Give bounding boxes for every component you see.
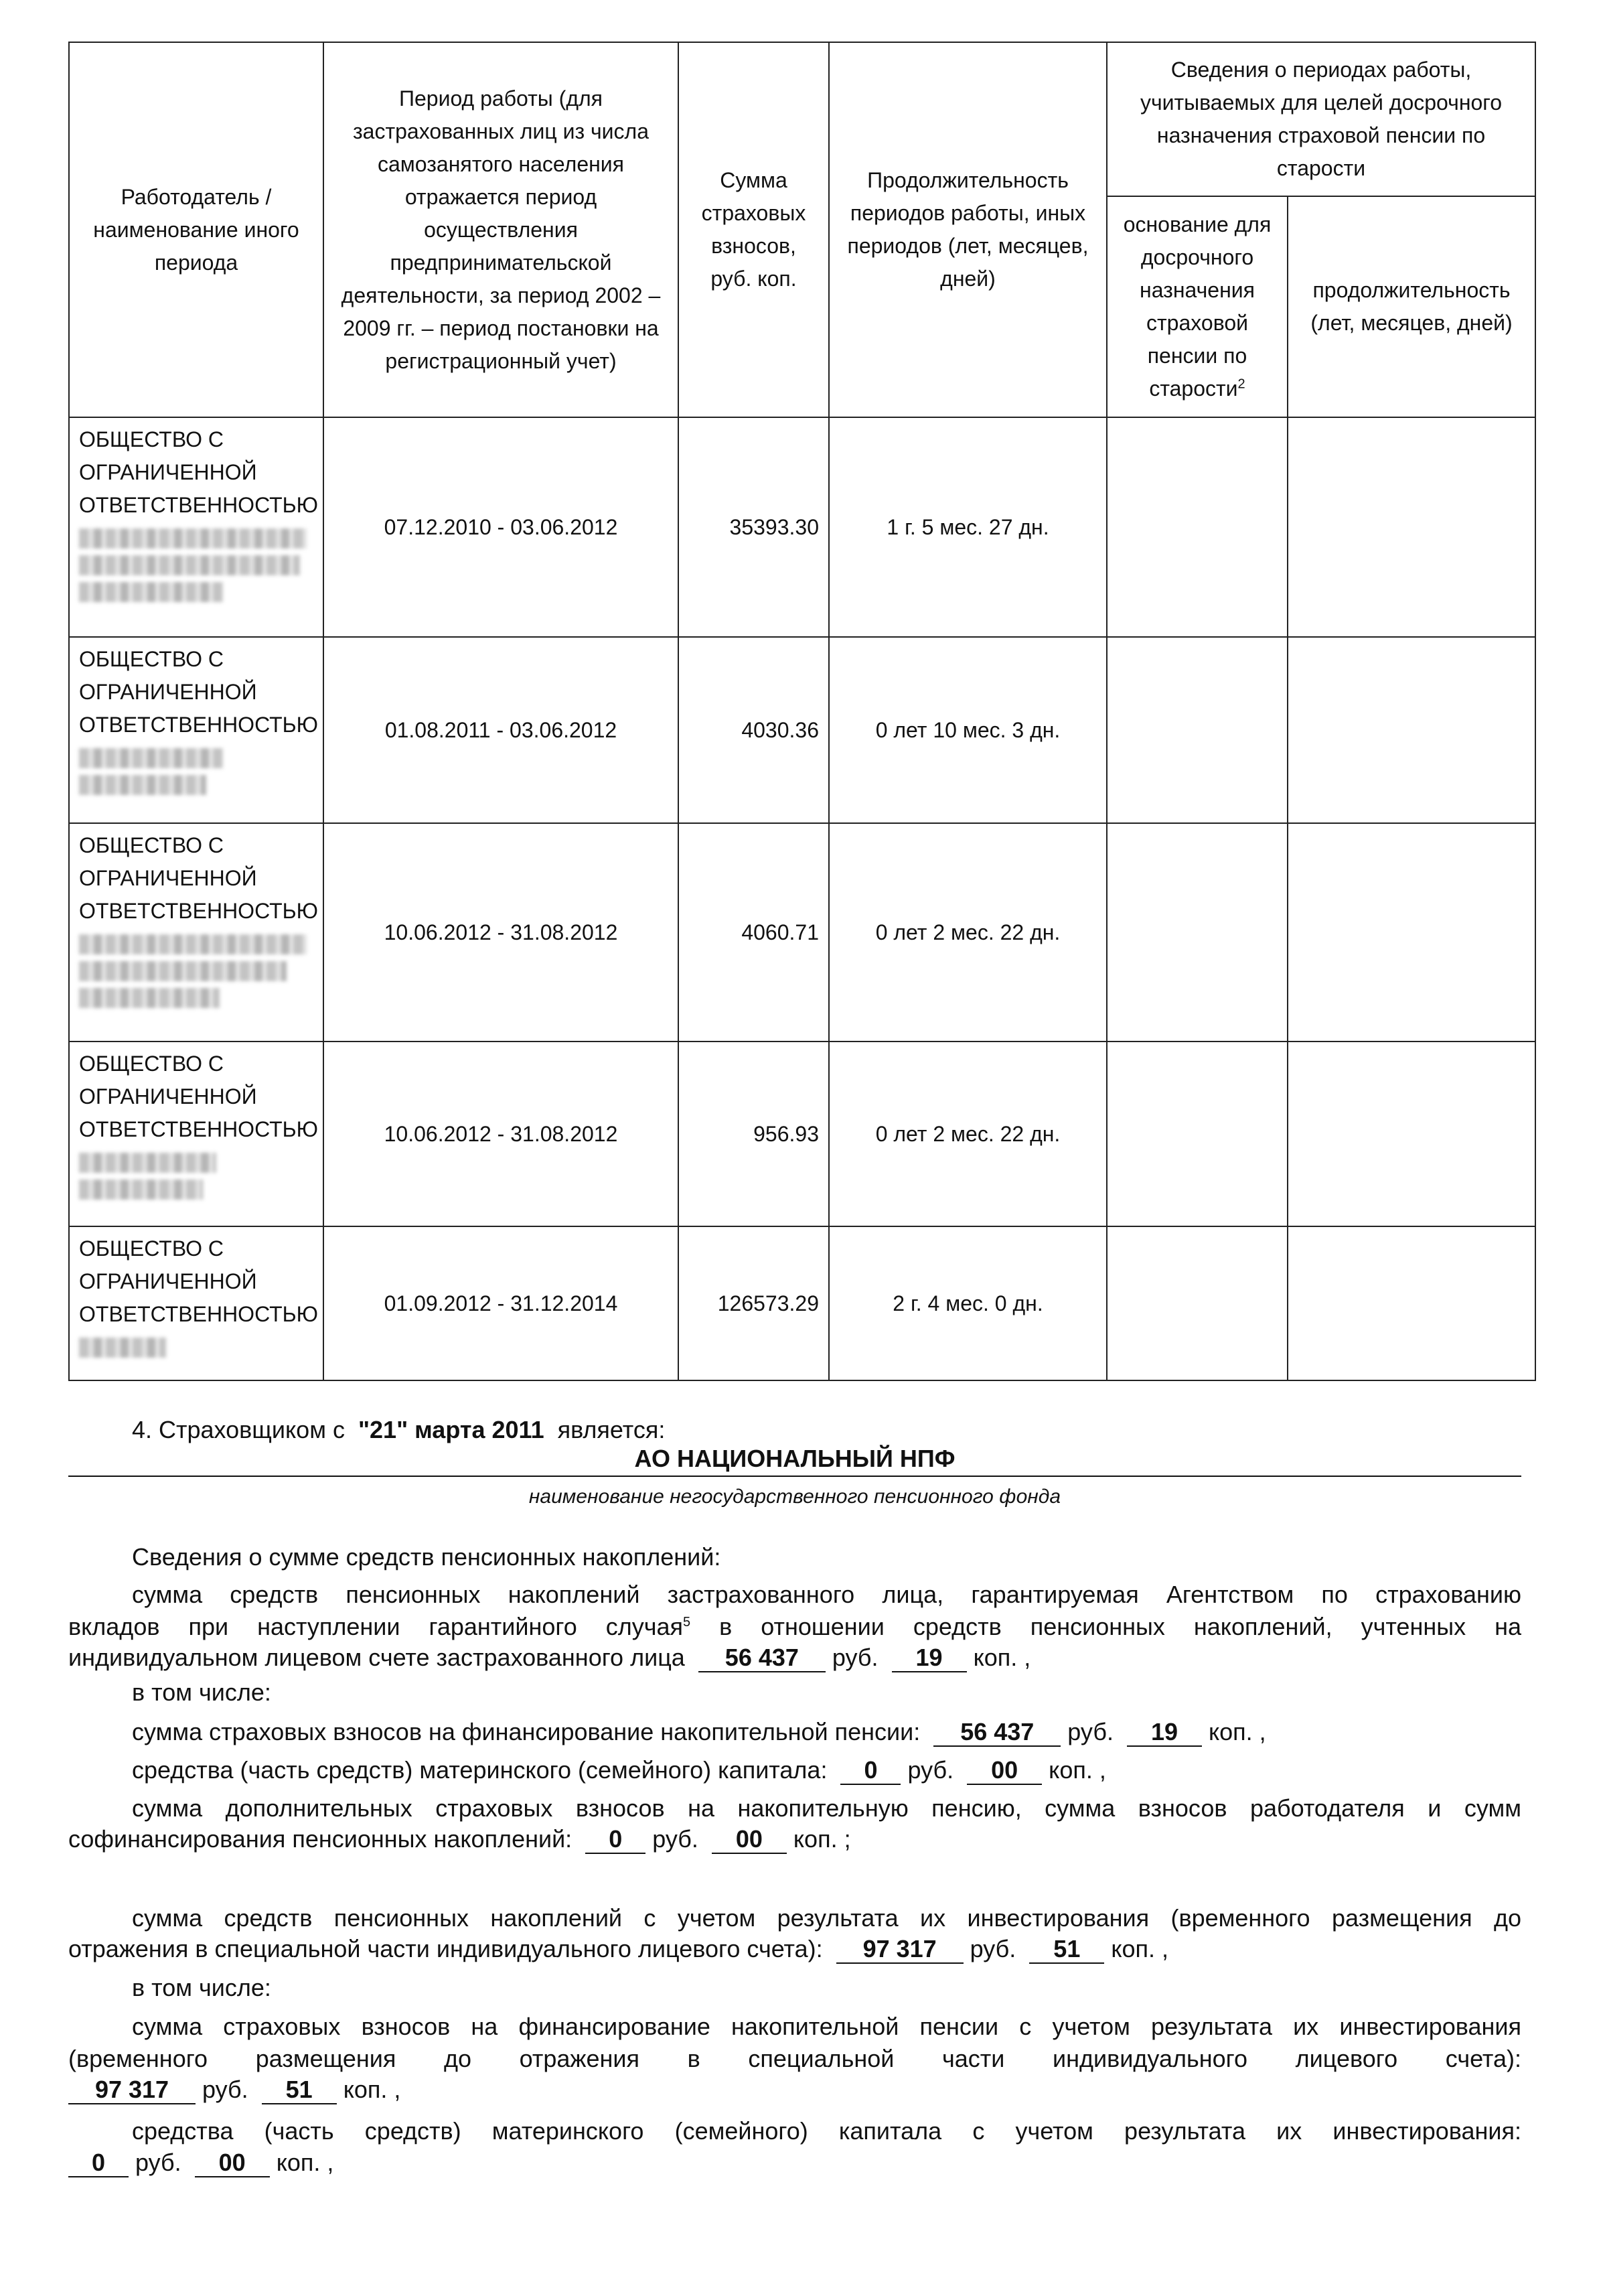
employment-periods-table bbox=[68, 42, 1536, 1381]
redacted-text bbox=[79, 748, 223, 768]
including-label-2: в том числе: bbox=[132, 1974, 271, 2001]
header-early-retirement-group: Сведения о периодах работы, учитываемых для целей досрочного назначения страховой пенсии по старости bbox=[1107, 42, 1535, 196]
invested-contributions-line-1: сумма страховых взносов на финансирование накопительной пенсии с учетом результата их инвестирования bbox=[132, 2013, 1521, 2040]
guaranteed-line-1: сумма средств пенсионных накоплений застрахованного лица, гарантируемая Агентством по страхованию bbox=[132, 1581, 1521, 1608]
redacted-text bbox=[79, 934, 307, 954]
period-cell: 10.06.2012 - 31.08.2012 bbox=[323, 823, 678, 1042]
insurer-line: 4. Страховщиком с "21" марта 2011 является: bbox=[132, 1416, 666, 1443]
maternal-rub-value: 0 bbox=[840, 1757, 901, 1785]
guaranteed-kop-value: 19 bbox=[892, 1644, 967, 1672]
early-duration-cell bbox=[1288, 1226, 1535, 1380]
header-early-basis: основание для досрочного назначения страховой пенсии по старости$^2$ bbox=[1107, 196, 1288, 417]
contributions-line: сумма страховых взносов на финансирование накопительной пенсии: 56 437 руб. 19 коп. , bbox=[132, 1718, 1266, 1745]
employer-cell: ОБЩЕСТВО С ОГРАНИЧЕННОЙ ОТВЕТСТВЕННОСТЬЮ bbox=[69, 1226, 323, 1380]
redacted-text bbox=[79, 528, 307, 549]
redacted-text bbox=[79, 1153, 216, 1173]
early-duration-cell bbox=[1288, 823, 1535, 1042]
contributions-kop-value: 19 bbox=[1127, 1719, 1202, 1747]
early-duration-cell bbox=[1288, 417, 1535, 637]
invested-line-1: сумма средств пенсионных накоплений с учетом результата их инвестирования (временного размещения до bbox=[132, 1904, 1521, 1932]
employer-cell: ОБЩЕСТВО С ОГРАНИЧЕННОЙ ОТВЕТСТВЕННОСТЬЮ bbox=[69, 1042, 323, 1226]
redacted-text bbox=[79, 961, 287, 981]
additional-line-1: сумма дополнительных страховых взносов на накопительную пенсию, сумма взносов работодателя и сумм bbox=[132, 1794, 1521, 1822]
additional-rub-value: 0 bbox=[585, 1826, 645, 1854]
table-row bbox=[69, 1226, 1535, 1380]
invested-maternal-kop-value: 00 bbox=[195, 2149, 270, 2177]
amount-cell: 126573.29 bbox=[678, 1226, 829, 1380]
period-cell: 07.12.2010 - 03.06.2012 bbox=[323, 417, 678, 637]
invested-maternal-line-1: средства (часть средств) материнского (семейного) капитала с учетом результата их инвестирования: bbox=[132, 2117, 1521, 2145]
early-basis-cell bbox=[1107, 637, 1288, 823]
invested-contributions-line-2: (временного размещения до отражения в специальной части индивидуального лицевого счета): bbox=[68, 2045, 1521, 2072]
guaranteed-line-2: вкладов при наступлении гарантийного случая$^5$ в отношении средств пенсионных накоплений, учтенных на bbox=[68, 1613, 1521, 1640]
invested-rub-value: 97 317 bbox=[836, 1936, 964, 1964]
early-basis-cell bbox=[1107, 823, 1288, 1042]
redacted-text bbox=[79, 555, 300, 575]
additional-line-2: софинансирования пенсионных накоплений: 0 руб. 00 коп. ; bbox=[68, 1825, 851, 1853]
footnote-marker: 5 bbox=[683, 1615, 691, 1630]
invested-maternal-values: 0 руб. 00 коп. , bbox=[68, 2147, 333, 2178]
table-row bbox=[69, 823, 1535, 1042]
early-basis-cell bbox=[1107, 1226, 1288, 1380]
insurer-caption: наименование негосударственного пенсионного фонда bbox=[528, 1486, 1061, 1508]
savings-heading: Сведения о сумме средств пенсионных накоплений: bbox=[132, 1543, 721, 1571]
invested-kop-value: 51 bbox=[1029, 1936, 1104, 1964]
amount-cell: 4060.71 bbox=[678, 823, 829, 1042]
maternal-kop-value: 00 bbox=[967, 1757, 1042, 1785]
invested-contributions-values: 97 317 руб. 51 коп. , bbox=[68, 2074, 400, 2105]
period-cell: 01.09.2012 - 31.12.2014 bbox=[323, 1226, 678, 1380]
including-label-1: в том числе: bbox=[132, 1678, 271, 1706]
header-duration: Продолжительность периодов работы, иных периодов (лет, месяцев, дней) bbox=[829, 42, 1107, 417]
guaranteed-line-3: индивидуальном лицевом счете застрахованного лица 56 437 руб. 19 коп. , bbox=[68, 1644, 1031, 1671]
table-row bbox=[69, 637, 1535, 823]
duration-cell: 2 г. 4 мес. 0 дн. bbox=[829, 1226, 1107, 1380]
employer-cell: ОБЩЕСТВО С ОГРАНИЧЕННОЙ ОТВЕТСТВЕННОСТЬЮ bbox=[69, 637, 323, 823]
invested-contributions-rub-value: 97 317 bbox=[68, 2076, 196, 2104]
invested-line-2: отражения в специальной части индивидуального лицевого счета): 97 317 руб. 51 коп. , bbox=[68, 1935, 1169, 1962]
header-employer: Работодатель / наименование иного периода bbox=[69, 42, 323, 417]
invested-contributions-kop-value: 51 bbox=[262, 2076, 337, 2104]
period-cell: 01.08.2011 - 03.06.2012 bbox=[323, 637, 678, 823]
amount-cell: 35393.30 bbox=[678, 417, 829, 637]
amount-cell: 956.93 bbox=[678, 1042, 829, 1226]
period-cell: 10.06.2012 - 31.08.2012 bbox=[323, 1042, 678, 1226]
duration-cell: 0 лет 2 мес. 22 дн. bbox=[829, 1042, 1107, 1226]
redacted-text bbox=[79, 988, 220, 1008]
redacted-text bbox=[79, 582, 223, 602]
early-basis-cell bbox=[1107, 1042, 1288, 1226]
duration-cell: 0 лет 2 мес. 22 дн. bbox=[829, 823, 1107, 1042]
contributions-rub-value: 56 437 bbox=[933, 1719, 1061, 1747]
header-period: Период работы (для застрахованных лиц из числа самозанятого населения отражается период осуществления предпринимательской деятельности, за период 2002 – 2009 гг. – период постановки на регистрационный учет) bbox=[323, 42, 678, 417]
duration-cell: 0 лет 10 мес. 3 дн. bbox=[829, 637, 1107, 823]
invested-maternal-rub-value: 0 bbox=[68, 2149, 129, 2177]
table-row bbox=[69, 1042, 1535, 1226]
insurer-underline bbox=[68, 1476, 1521, 1477]
header-early-duration: продолжительность (лет, месяцев, дней) bbox=[1288, 196, 1535, 417]
redacted-text bbox=[79, 1179, 203, 1200]
insurer-name: АО НАЦИОНАЛЬНЫЙ НПФ bbox=[634, 1445, 956, 1472]
footnote-marker: 2 bbox=[1237, 376, 1245, 392]
early-duration-cell bbox=[1288, 637, 1535, 823]
early-duration-cell bbox=[1288, 1042, 1535, 1226]
employer-cell: ОБЩЕСТВО С ОГРАНИЧЕННОЙ ОТВЕТСТВЕННОСТЬЮ bbox=[69, 417, 323, 637]
redacted-text bbox=[79, 775, 206, 795]
redacted-text bbox=[79, 1338, 166, 1358]
early-basis-cell bbox=[1107, 417, 1288, 637]
amount-cell: 4030.36 bbox=[678, 637, 829, 823]
header-amount: Сумма страховых взносов, руб. коп. bbox=[678, 42, 829, 417]
employer-cell: ОБЩЕСТВО С ОГРАНИЧЕННОЙ ОТВЕТСТВЕННОСТЬЮ bbox=[69, 823, 323, 1042]
table-row bbox=[69, 417, 1535, 637]
duration-cell: 1 г. 5 мес. 27 дн. bbox=[829, 417, 1107, 637]
additional-kop-value: 00 bbox=[712, 1826, 787, 1854]
maternal-capital-line: средства (часть средств) материнского (семейного) капитала: 0 руб. 00 коп. , bbox=[132, 1756, 1106, 1784]
insurer-date: "21" марта 2011 bbox=[358, 1416, 544, 1443]
guaranteed-rub-value: 56 437 bbox=[698, 1644, 826, 1672]
